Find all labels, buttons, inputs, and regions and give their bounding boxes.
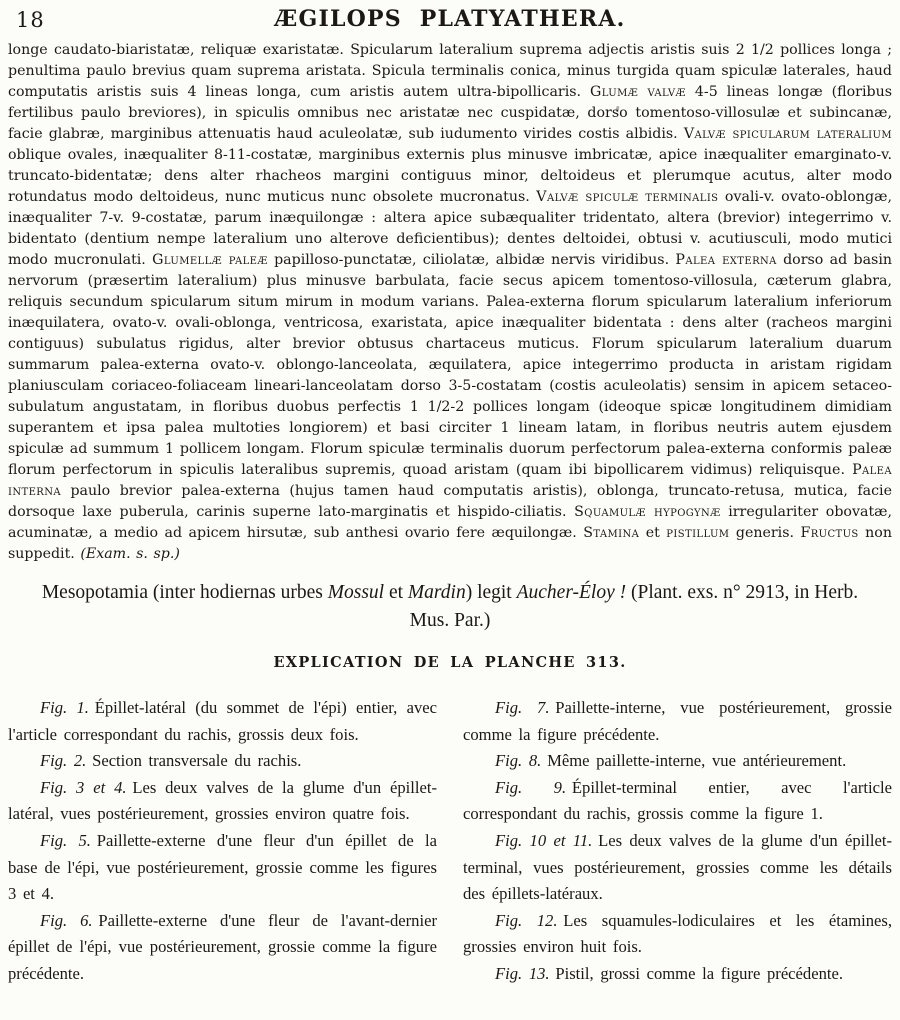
figure-text: Paillette-externe d'une fleur d'un épillet de la base de l'épi, vue postérieurement, grossie comme les figures 3 et 4.: [8, 830, 437, 904]
text-run-sc: Squamulæ hypogynæ: [574, 504, 721, 520]
figure-label: Fig. 2.: [40, 751, 87, 771]
text-run: non suppedit.: [8, 525, 892, 562]
text-run-sc: Glumellæ paleæ: [152, 252, 268, 268]
figure-label: Fig. 9.: [495, 777, 567, 797]
text-run: ) legit: [465, 582, 517, 603]
text-run-sc: Stamina: [583, 525, 640, 541]
figure-text: Même paillette-interne, vue antérieurement.: [547, 751, 847, 771]
species-description: [8, 40, 892, 565]
figure-explanations: [8, 695, 892, 988]
text-run: paulo brevior palea-externa (hujus tamen haud computatis aristis), oblonga, truncato-retusa, mutica, facie dorsoque laxe puberula, carinis superne lato-marginatis et hispido-ciliatis.: [8, 483, 892, 520]
text-run: 4-5 lineas longæ (floribus fertilibus paulo breviores), in spiculis omnibus nec aristatæ nec cuspidatæ, dorso tomentoso-villosulæ et subincanæ, facie glabræ, marginibus attenuatis haud aculeolatæ, sub iudumento virides costis albidis.: [8, 84, 892, 142]
figure-label: Fig. 7.: [495, 698, 550, 717]
text-run-sc: Palea externa: [675, 252, 777, 268]
figure-label: Fig. 12.: [495, 910, 558, 930]
figure-label: Fig. 8.: [495, 751, 542, 771]
text-run: et: [639, 525, 667, 541]
text-run-sc: Valvæ spiculæ terminalis: [536, 189, 719, 205]
text-run-it: Mardin: [407, 582, 466, 603]
text-run: (Plant. exs. n° 2913, in Herb. Mus. Par.): [409, 582, 859, 631]
figure-text: Les deux valves de la glume d'un épillet-terminal, vues postérieurement, grossies comme les détails des épillets-latéraux.: [463, 830, 893, 904]
column-left: [8, 695, 437, 988]
text-run-sc: Palea interna: [8, 462, 892, 499]
figure-label: Fig. 5.: [40, 830, 91, 850]
text-run: longe caudato-biaristatæ, reliquæ exaristatæ. Spicularum lateralium suprema adjectis aristis suis 2 1/2 pollices longa ; penultima paulo brevius quam suprema aristata. Spicula terminalis conica, minus turgida quam spiculæ laterales, haud computatis aristis suis 4 lineas longa, cum aristis autem ultra-bipollicaris.: [8, 42, 892, 100]
figure-label: Fig. 3 et 4.: [40, 777, 127, 797]
figure-caption-9: [463, 775, 892, 828]
figure-caption-13: [463, 961, 892, 988]
locality-note: [30, 579, 870, 635]
figure-caption-10-11: [463, 828, 892, 908]
page-number: 18: [16, 8, 45, 32]
text-run: dorso ad basin nervorum (præsertim lateralium) plus minusve barbulata, facie secus apicem tomentoso-villosula, cæterum glabra, reliquis secundum spicularum situm mirum in modum varians. Palea-externa florum spicularum lateralium inferiorum inæquilatera, ovato-v. ovali-oblonga, ventricosa, exaristata, apice inæqualiter bidentata : dens alter (racheos margini contiguus) subulatus rigidus, alter brevior obtusus chartaceus muticus. Florum spicularum lateralium duarum summarum palea-externa ovato-v. oblongo-lanceolata, æquilatera, apice integerrimo producta in aristam rigidam planiusculam coriaceo-foliaceam lineari-lanceolatam dorso 3-5-costatam (costis aculeolatis) sensim in apicem setaceo-subulatum angustatam, in floribus duobus perfectis 1 1/2-2 pollices longam (ideoque spicæ longitudinem dimidiam superantem et ipsa palea multoties longiorem) et basi circiter 1 lineam latam, in floribus neutris autem ejusdem spiculæ ad summum 1 pollicem longam. Florum spiculæ terminalis duorum perfectorum palea-externa conformis paleæ florum perfectorum in spiculis lateralibus supremis, quoad aristam (quam ibi bipollicarem vidimus) reliquisque.: [8, 252, 892, 478]
text-run-sc: Valvæ spicularum lateralium: [683, 126, 892, 142]
figure-label: Fig. 6.: [40, 910, 93, 930]
plate-explanation-heading: EXPLICATION DE LA PLANCHE 313.: [273, 654, 627, 671]
figure-text: Épillet-terminal entier, avec l'article correspondant du rachis, grossis comme la figure 1.: [463, 777, 892, 824]
figure-caption-6: [8, 908, 437, 988]
figure-text: Pistil, grossi comme la figure précédente.: [555, 963, 843, 983]
figure-text: Épillet-latéral (du sommet de l'épi) entier, avec l'article correspondant du rachis, grossis deux fois.: [8, 698, 437, 744]
text-run: et: [384, 582, 408, 603]
figure-label: Fig. 13.: [495, 963, 550, 983]
figure-caption-5: [8, 828, 437, 908]
text-run: papilloso-punctatæ, ciliolatæ, albidæ nervis viridibus.: [267, 252, 676, 268]
figure-text: Paillette-interne, vue postérieurement, grossie comme la figure précédente.: [463, 698, 892, 744]
figure-caption-12: [463, 908, 892, 961]
figure-caption-7: [463, 695, 892, 748]
text-run: Mesopotamia (inter hodiernas urbes: [41, 582, 328, 603]
text-run-sc: pistillum: [666, 525, 730, 541]
figure-caption-8: [463, 748, 892, 775]
text-run-sc: Fructus: [800, 525, 859, 541]
figure-text: Les squamules-lodiculaires et les étamines, grossies environ huit fois.: [463, 910, 892, 957]
text-run-it: Aucher-Éloy !: [516, 582, 627, 603]
figure-text: Les deux valves de la glume d'un épillet-latéral, vues postérieurement, grossies environ quatre fois.: [8, 777, 437, 824]
figure-text: Section transversale du rachis.: [92, 751, 302, 771]
figure-caption-2: [8, 748, 437, 775]
text-run: irregulariter obovatæ, acuminatæ, a medio ad apicem hirsutæ, sub anthesi ovario fere æquilongæ.: [8, 504, 892, 541]
page-title: ÆGILOPS PLATYATHERA.: [274, 6, 626, 32]
figure-text: Paillette-externe d'une fleur de l'avant-dernier épillet de l'épi, vue postérieurement, grossie comme la figure précédente.: [8, 910, 437, 983]
figure-caption-3-4: [8, 775, 437, 828]
text-run-it: (Exam. s. sp.): [80, 546, 180, 562]
text-run-sc: Glumæ valvæ: [590, 84, 686, 100]
text-run: generis.: [729, 525, 801, 541]
text-run: oblique ovales, inæqualiter 8-11-costatæ, marginibus externis plus minusve imbricatæ, apice inæqualiter emarginato-v. truncato-bidentatæ; dens alter rhacheos margini contiguus minor, deltoideus et plerumque acutus, alter modo rotundatus modo deltoideus, nunc muticus nunc obsolete mucronatus.: [8, 147, 892, 205]
column-right: [463, 695, 892, 988]
text-run-it: Mossul: [327, 582, 385, 603]
figure-caption-1: [8, 695, 437, 748]
figure-label: Fig. 1.: [40, 698, 89, 717]
figure-label: Fig. 10 et 11.: [495, 830, 593, 850]
text-run: ovali-v. ovato-oblongæ, inæqualiter 7-v. 9-costatæ, parum inæquilongæ : altera apice subæqualiter tridentato, altera (brevior) integerrimo v. bidentato (dentium nempe lateralium uno alterove deficientibus); dentes deltoidei, obtusi v. acutiusculi, modo mutici modo mucronulati.: [8, 189, 892, 268]
